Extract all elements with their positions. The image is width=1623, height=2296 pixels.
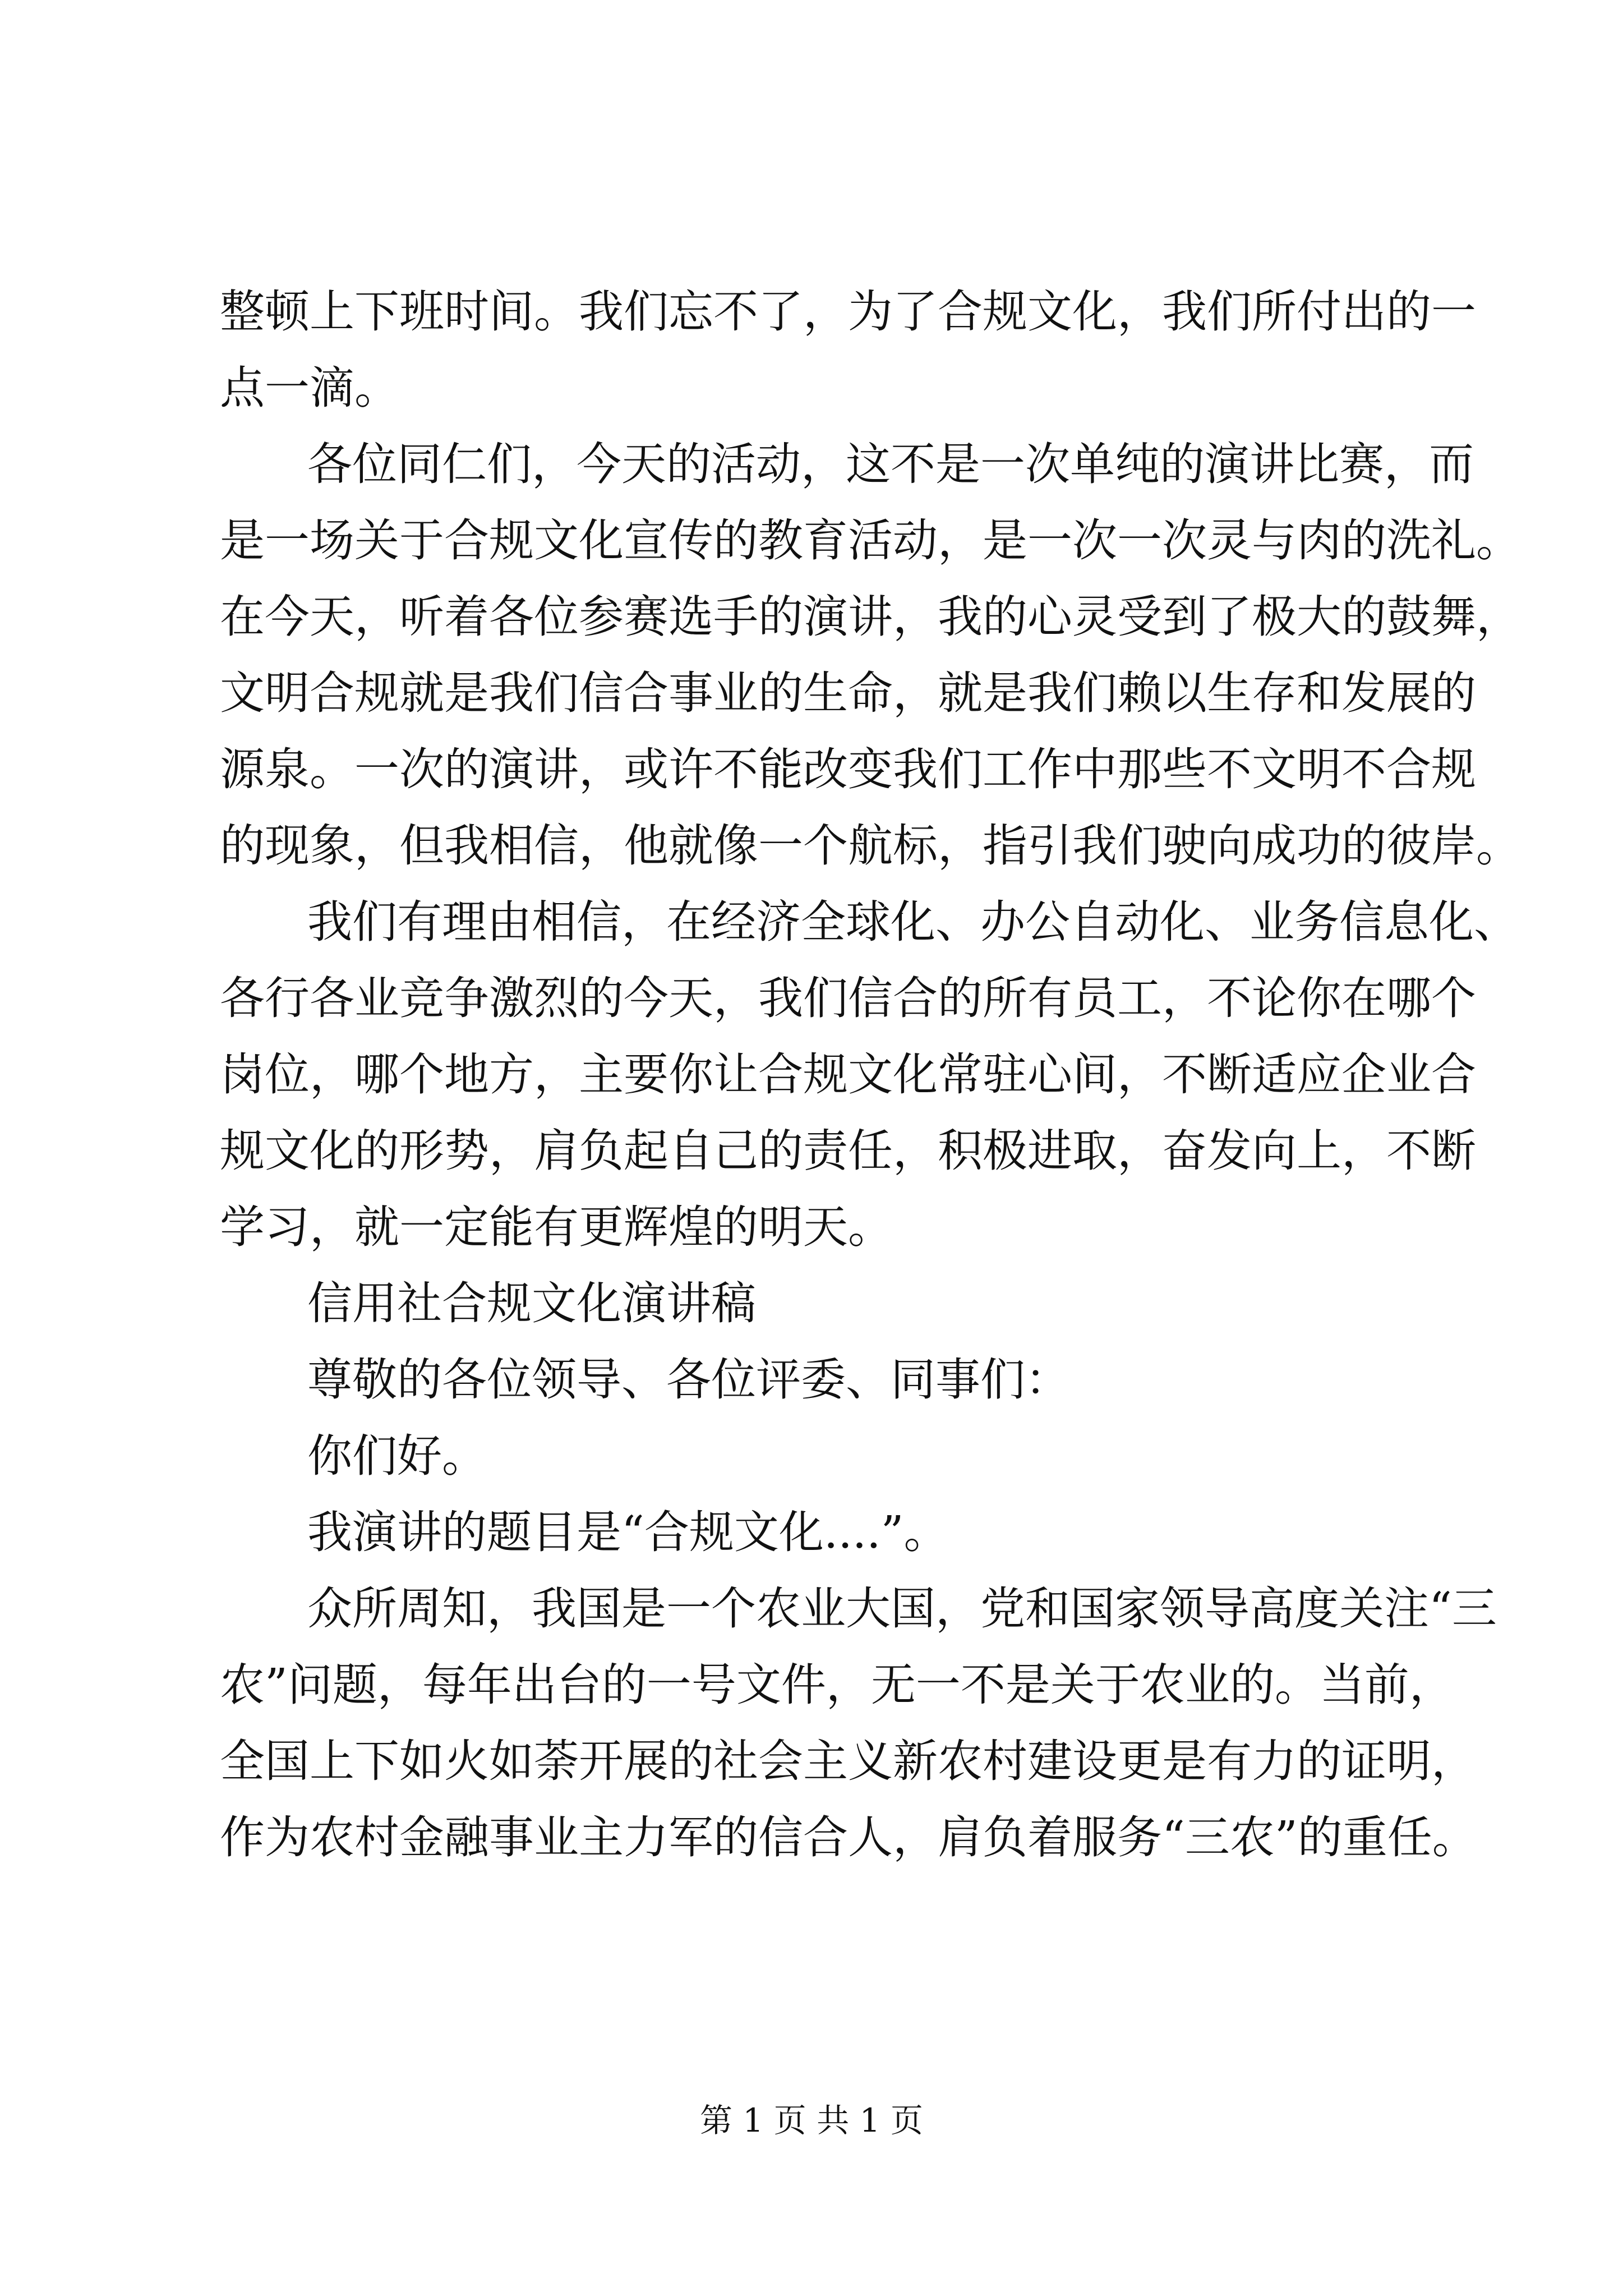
- text-line: 学习，就一定能有更辉煌的明天。: [220, 1201, 893, 1253]
- text-line: 作为农村金融事业主力军的信合人，肩负着服务“三农”的重任。: [220, 1811, 1477, 1864]
- page-footer: 第 1 页 共 1 页: [700, 2101, 923, 2139]
- text-line: 规文化的形势，肩负起自己的责任，积极进取，奋发向上，不断: [220, 1125, 1476, 1177]
- text-line: 整顿上下班时间。我们忘不了，为了合规文化，我们所付出的一: [220, 286, 1476, 338]
- section-title: 信用社合规文化演讲稿: [307, 1277, 756, 1329]
- text-line: 的现象，但我相信，他就像一个航标，指引我们驶向成功的彼岸。: [220, 820, 1521, 872]
- text-line: 岗位，哪个地方，主要你让合规文化常驻心间，不断适应企业合: [220, 1048, 1476, 1101]
- paragraph-start-line: 我们有理由相信，在经济全球化、办公自动化、业务信息化、: [307, 896, 1519, 948]
- text-line: 是一场关于合规文化宣传的教育活动，是一次一次灵与肉的洗礼。: [220, 514, 1521, 567]
- salutation: 尊敬的各位领导、各位评委、同事们：: [307, 1354, 1070, 1406]
- text-line: 各行各业竞争激烈的今天，我们信合的所有员工，不论你在哪个: [220, 972, 1476, 1024]
- paragraph-start-line: 众所周知，我国是一个农业大国，党和国家领导高度关注“三: [307, 1582, 1497, 1635]
- text-line: 点一滴。: [220, 362, 399, 414]
- text-line: 文明合规就是我们信合事业的生命，就是我们赖以生存和发展的: [220, 667, 1476, 719]
- speech-topic: 我演讲的题目是“合规文化....”。: [307, 1506, 949, 1558]
- greeting: 你们好。: [307, 1430, 487, 1482]
- text-line: 全国上下如火如荼开展的社会主义新农村建设更是有力的证明，: [220, 1735, 1476, 1787]
- text-line: 源泉。一次的演讲，或许不能改变我们工作中那些不文明不合规: [220, 743, 1476, 795]
- text-line: 农”问题，每年出台的一号文件，无一不是关于农业的。当前，: [220, 1659, 1454, 1711]
- paragraph-start-line: 各位同仁们，今天的活动，这不是一次单纯的演讲比赛，而: [307, 438, 1474, 490]
- text-line: 在今天，听着各位参赛选手的演讲，我的心灵受到了极大的鼓舞，: [220, 591, 1521, 643]
- document-body: [220, 274, 1521, 1876]
